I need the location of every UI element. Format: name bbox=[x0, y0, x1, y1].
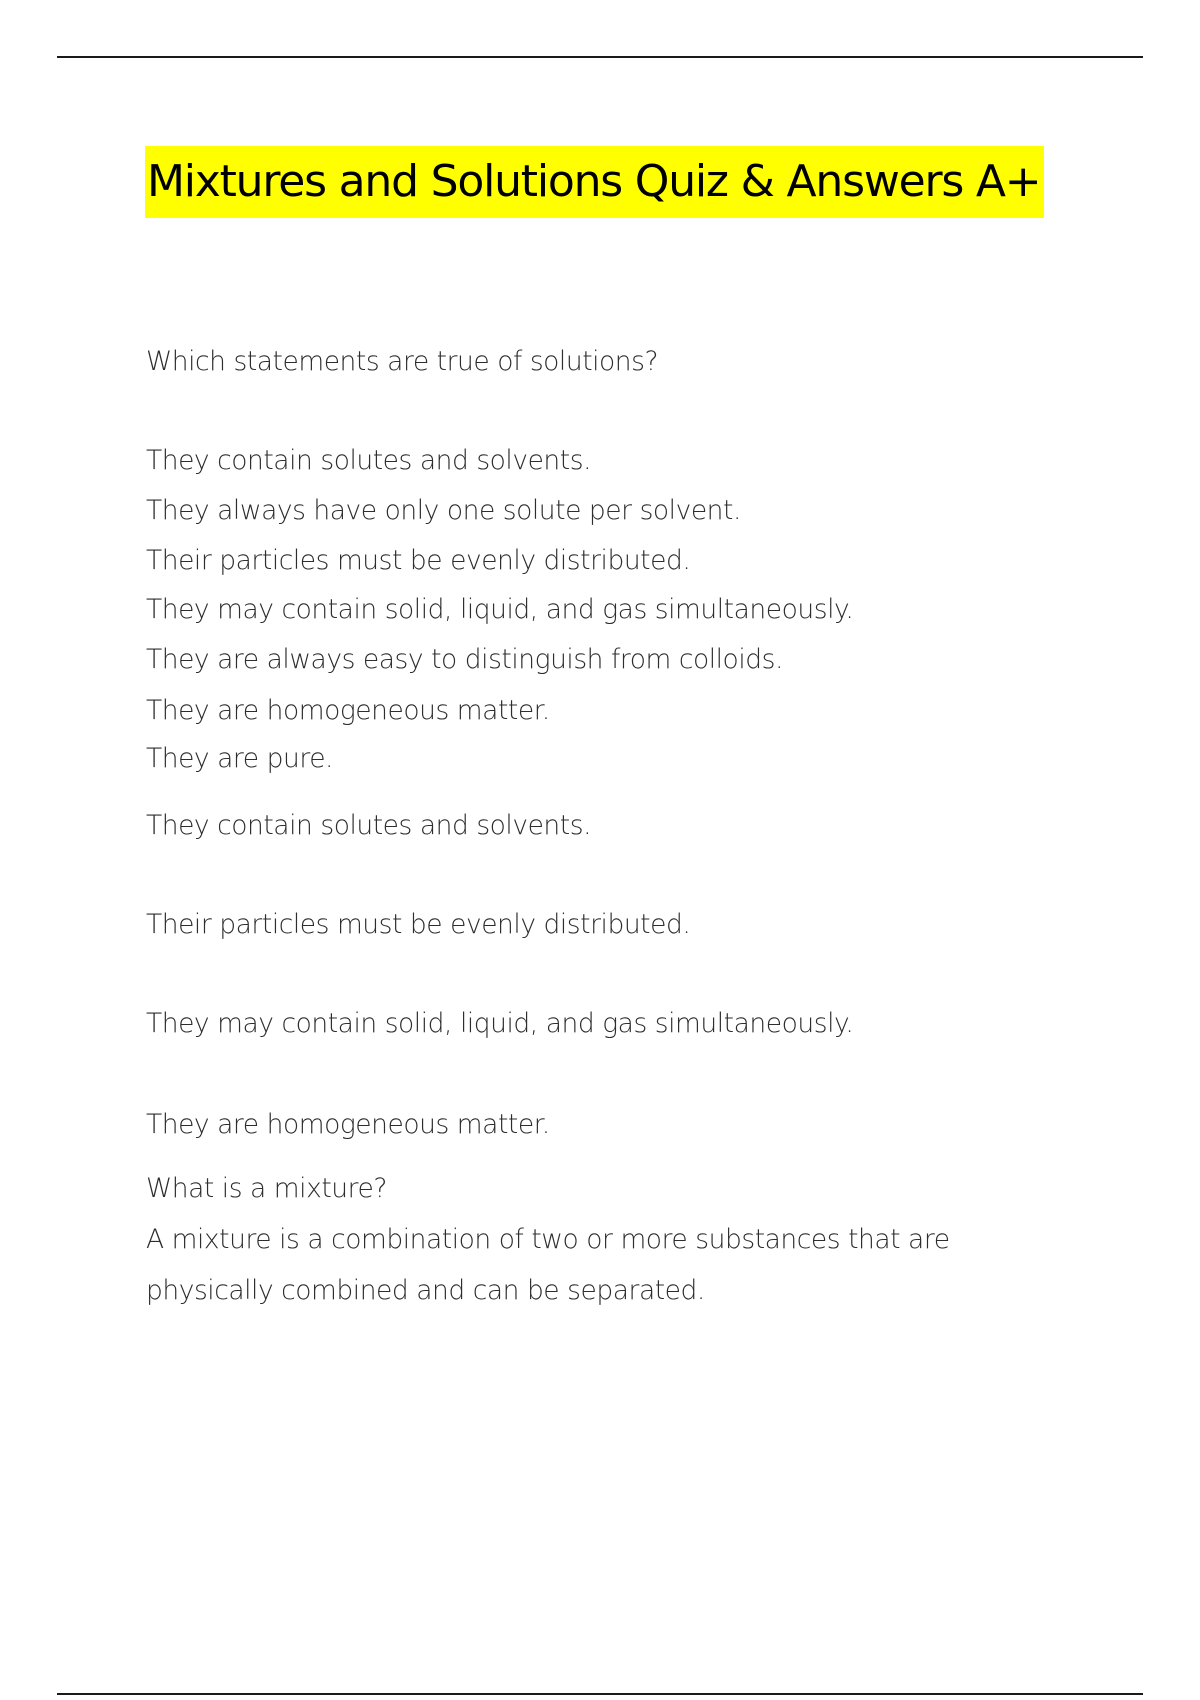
option-line: They always have only one solute per solvent. bbox=[146, 495, 741, 526]
answer-line: They contain solutes and solvents. bbox=[146, 810, 592, 841]
answer-line: They are homogeneous matter. bbox=[146, 1109, 550, 1140]
option-line: They are homogeneous matter. bbox=[146, 695, 550, 726]
question-1-prompt: Which statements are true of solutions? bbox=[146, 346, 659, 377]
option-line: They may contain solid, liquid, and gas simultaneously. bbox=[146, 594, 854, 625]
option-line: They are pure. bbox=[146, 743, 334, 774]
answer-line: Their particles must be evenly distributed. bbox=[146, 909, 691, 940]
bottom-rule bbox=[57, 1693, 1143, 1695]
document-title: Mixtures and Solutions Quiz & Answers A+ bbox=[145, 146, 1044, 218]
top-rule bbox=[57, 56, 1143, 58]
option-line: They are always easy to distinguish from colloids. bbox=[146, 644, 783, 675]
title-container bbox=[145, 146, 1044, 218]
option-line: They contain solutes and solvents. bbox=[146, 445, 592, 476]
answer-line: A mixture is a combination of two or more substances that are bbox=[146, 1224, 950, 1255]
answer-line: physically combined and can be separated. bbox=[146, 1275, 705, 1306]
question-2-prompt: What is a mixture? bbox=[146, 1173, 387, 1204]
answer-line: They may contain solid, liquid, and gas simultaneously. bbox=[146, 1008, 854, 1039]
option-line: Their particles must be evenly distributed. bbox=[146, 545, 691, 576]
